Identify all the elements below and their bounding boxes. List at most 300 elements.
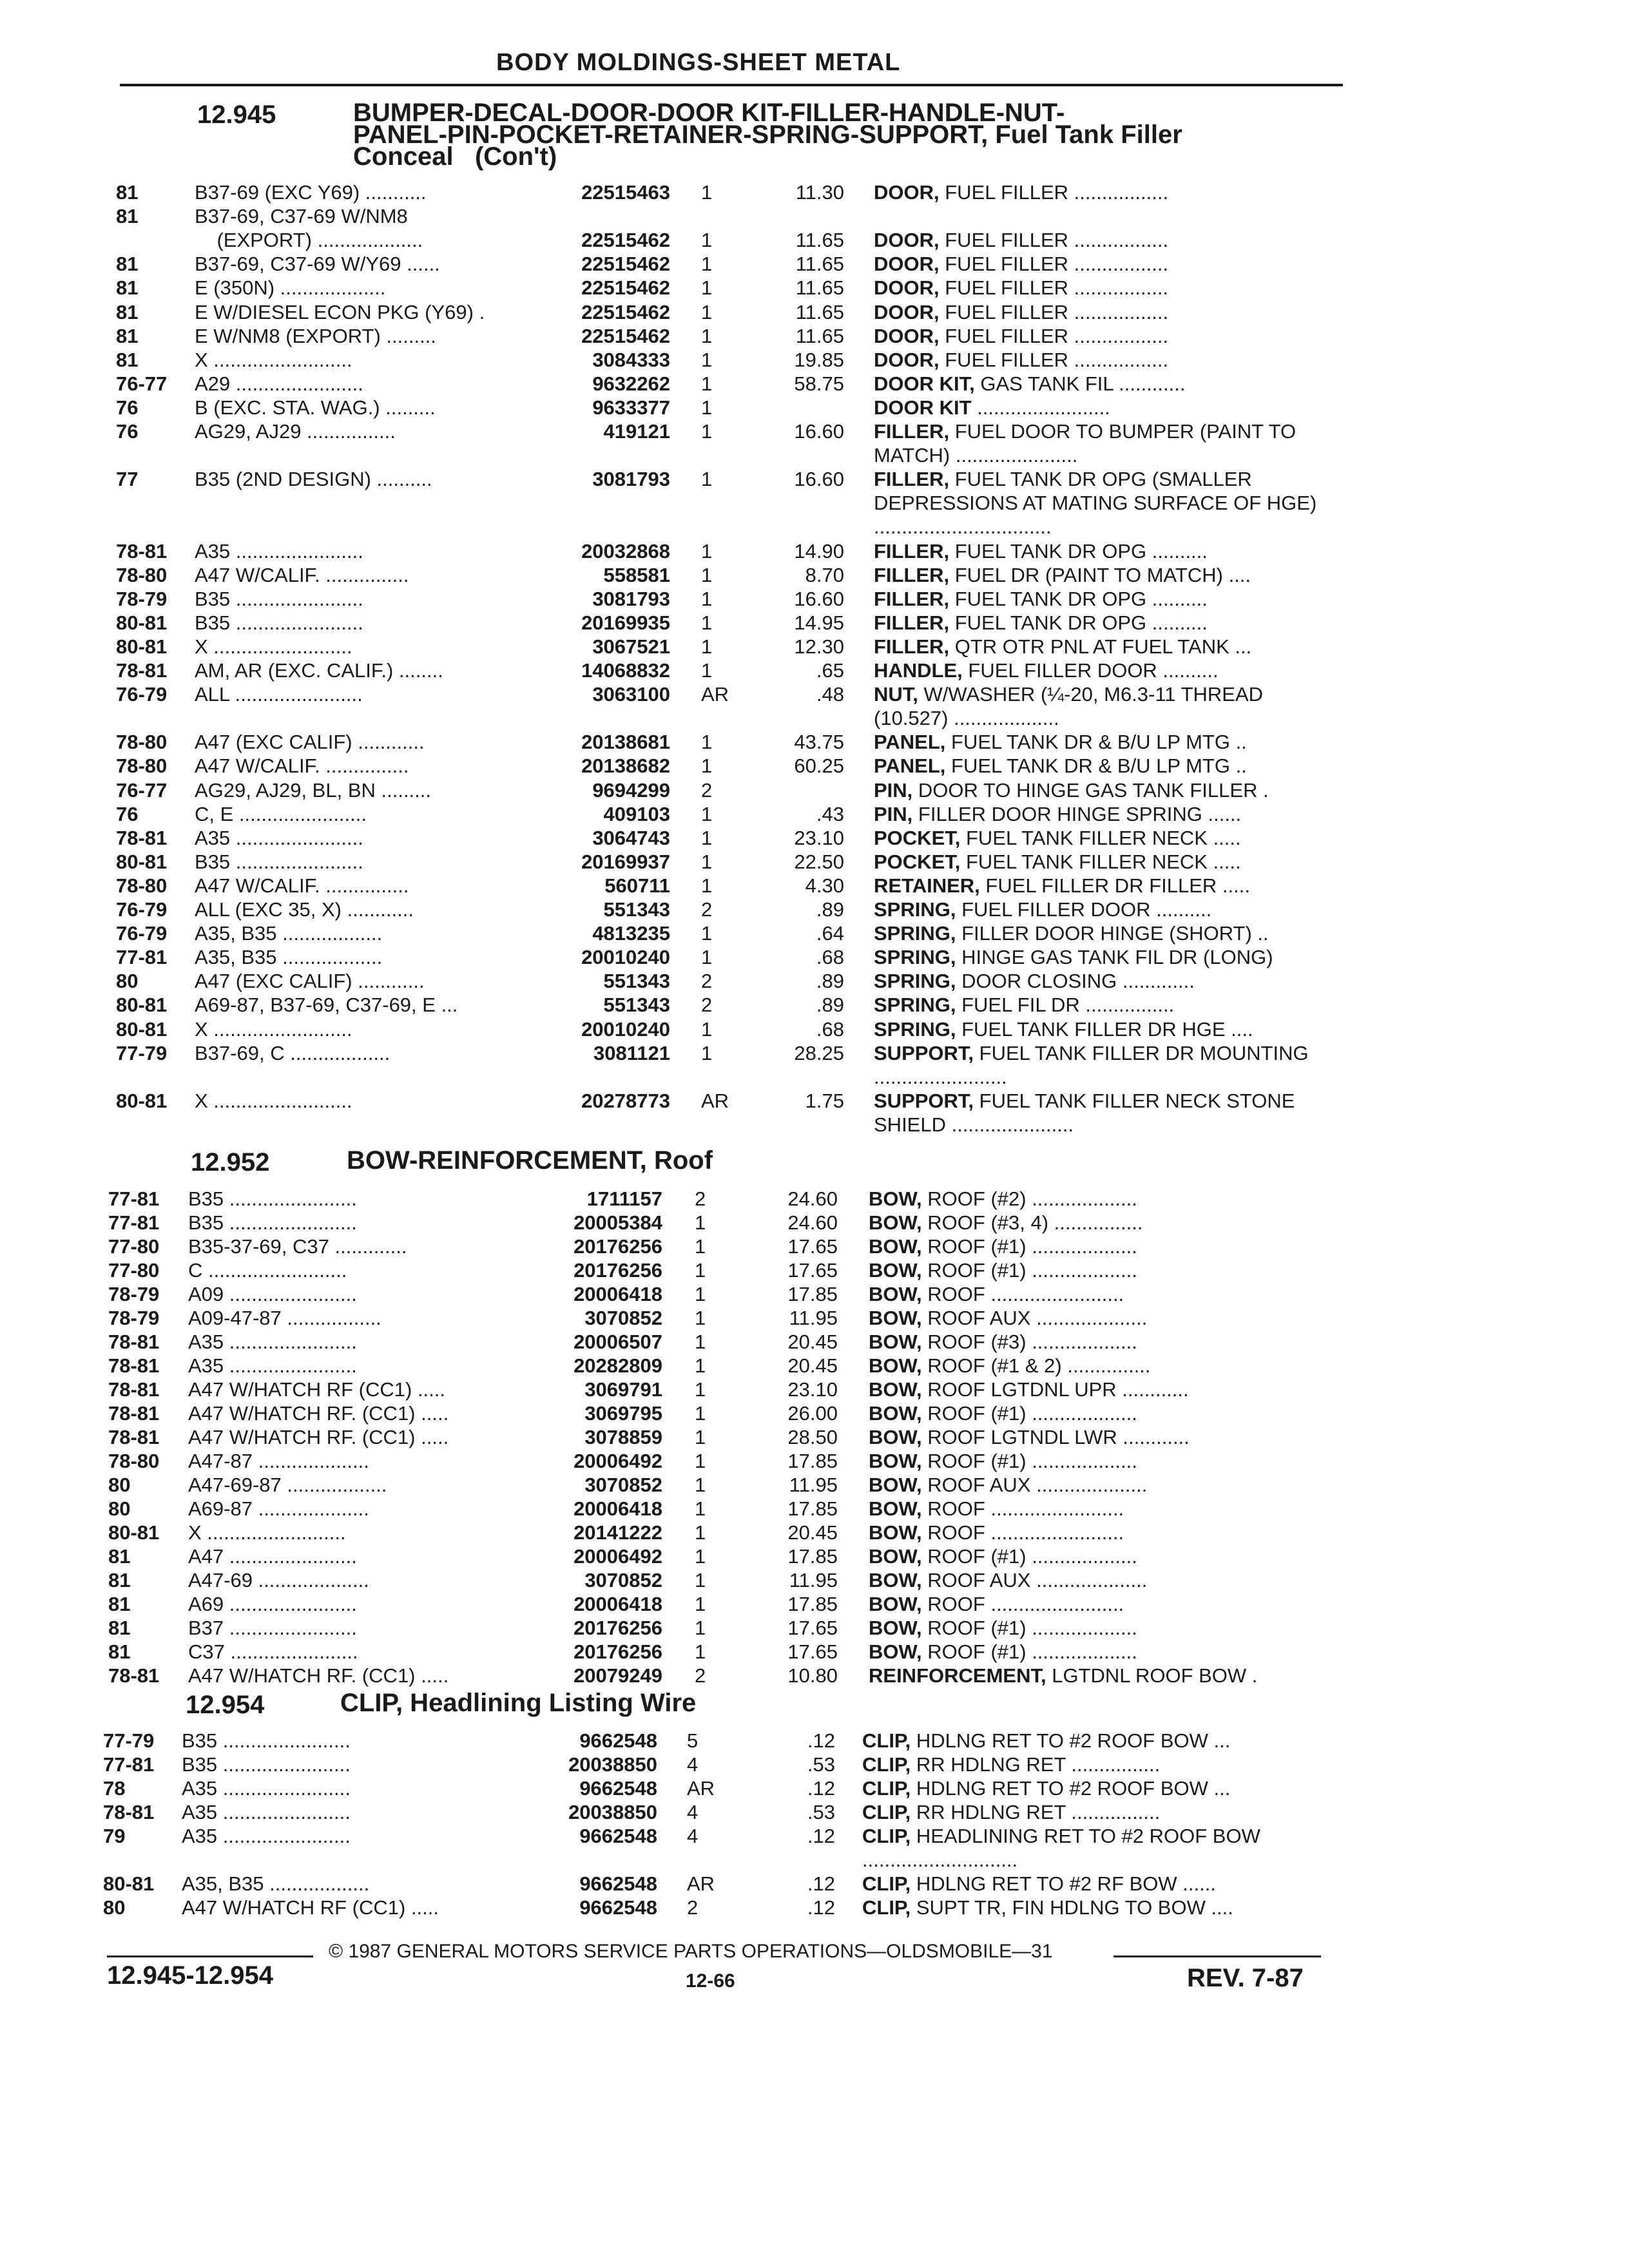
description-noun: SPRING, xyxy=(874,1017,956,1041)
application: A35 ....................... xyxy=(182,1801,351,1823)
part-number: 20278773 xyxy=(581,1089,670,1112)
description-noun: BOW, xyxy=(869,1378,922,1401)
part-number: 3070852 xyxy=(584,1569,662,1591)
description-detail: FUEL FIL DR ................ xyxy=(961,994,1175,1017)
description-detail: ROOF AUX .................... xyxy=(927,1307,1148,1329)
description xyxy=(874,898,1338,921)
description-noun: POCKET, xyxy=(874,850,961,873)
price: 19.85 xyxy=(794,348,844,371)
quantity: 1 xyxy=(701,372,713,395)
price: 43.75 xyxy=(794,731,844,754)
price: 1.75 xyxy=(805,1089,844,1112)
description-noun: SUPPORT, xyxy=(874,1089,974,1112)
description xyxy=(874,850,1338,874)
part-number: 22515462 xyxy=(581,253,670,276)
price: 14.95 xyxy=(794,611,844,634)
description-detail: FILLER DOOR HINGE (SHORT) .. xyxy=(961,922,1269,945)
price: 23.10 xyxy=(787,1378,838,1401)
quantity: 1 xyxy=(701,468,713,491)
price: 11.65 xyxy=(795,229,844,252)
description-detail: FUEL FILLER DOOR .......... xyxy=(961,898,1212,921)
part-number: 3063100 xyxy=(592,683,670,706)
model-years: 81 xyxy=(116,300,139,323)
price: 17.65 xyxy=(787,1259,838,1282)
quantity: 1 xyxy=(695,1426,706,1448)
description-detail: ROOF (#1) ................... xyxy=(927,1640,1137,1663)
part-number: 22515462 xyxy=(581,229,670,252)
application: B35 ....................... xyxy=(195,850,363,873)
model-years: 78-80 xyxy=(116,731,168,754)
section-title-line: CLIP, Headlining Listing Wire xyxy=(340,1689,697,1717)
application: B (EXC. STA. WAG.) ......... xyxy=(195,396,436,419)
model-years: 76-79 xyxy=(116,922,168,945)
description-noun: HANDLE, xyxy=(874,659,963,682)
part-number: 20079249 xyxy=(574,1664,662,1687)
price: 17.65 xyxy=(787,1617,838,1639)
description xyxy=(862,1729,1326,1753)
model-years: 81 xyxy=(116,205,139,228)
description-noun: DOOR, xyxy=(874,181,940,204)
model-years: 78-80 xyxy=(116,563,168,586)
model-years: 80 xyxy=(103,1896,126,1919)
part-number: 20169937 xyxy=(581,850,670,873)
model-years: 78-81 xyxy=(108,1664,160,1687)
application: A47 W/HATCH RF. (CC1) ..... xyxy=(188,1426,449,1448)
description-noun: SPRING, xyxy=(874,922,956,945)
part-number: 9662548 xyxy=(579,1729,657,1752)
quantity: 2 xyxy=(701,994,713,1017)
application: A47 (EXC CALIF) ............ xyxy=(195,970,425,993)
application: A47 W/CALIF. ............... xyxy=(195,874,409,897)
quantity: 1 xyxy=(695,1450,706,1472)
description-detail: FUEL TANK FILLER NECK STONE SHIELD ...................... xyxy=(874,1089,1295,1136)
quantity: 1 xyxy=(701,1017,713,1041)
quantity: 1 xyxy=(695,1378,706,1401)
description xyxy=(869,1258,1333,1282)
model-years: 78-81 xyxy=(103,1801,155,1823)
description xyxy=(874,921,1338,945)
description-noun: FILLER, xyxy=(874,468,950,491)
description-noun: DOOR, xyxy=(874,348,940,371)
price: .12 xyxy=(807,1777,835,1800)
description-detail: FUEL TANK DR & B/U LP MTG .. xyxy=(951,731,1247,754)
price: 16.60 xyxy=(794,468,844,491)
model-years: 77-80 xyxy=(108,1235,160,1258)
description xyxy=(869,1425,1333,1449)
description xyxy=(869,1282,1333,1306)
section-title-line: BUMPER-DECAL-DOOR-DOOR KIT-FILLER-HANDLE-NUT- xyxy=(353,99,1065,127)
description-detail: FUEL FILLER ................. xyxy=(945,253,1169,276)
description-detail: ROOF (#1) ................... xyxy=(927,1259,1137,1282)
description xyxy=(874,611,1338,635)
part-number: 3078859 xyxy=(584,1426,662,1448)
quantity: 1 xyxy=(701,324,713,347)
part-number: 20005384 xyxy=(574,1211,662,1234)
description xyxy=(869,1497,1333,1521)
part-number: 9694299 xyxy=(592,778,670,802)
description xyxy=(874,1041,1338,1089)
description-detail: FUEL TANK DR OPG (SMALLER DEPRESSIONS AT MATING SURFACE OF HGE) ................................ xyxy=(874,468,1317,539)
model-years: 77-81 xyxy=(116,946,168,969)
description-detail: ROOF ........................ xyxy=(927,1593,1124,1615)
application: B35 (2ND DESIGN) .......... xyxy=(195,468,432,491)
quantity: 1 xyxy=(695,1593,706,1615)
part-number: 20032868 xyxy=(581,539,670,562)
description-detail: ROOF (#2) ................... xyxy=(927,1187,1137,1210)
quantity: 1 xyxy=(701,587,713,610)
description-noun: SPRING, xyxy=(874,946,956,969)
price: .48 xyxy=(816,683,844,706)
quantity: 1 xyxy=(701,635,713,658)
model-years: 76-77 xyxy=(116,778,168,802)
description xyxy=(874,467,1338,539)
model-years: 80 xyxy=(108,1474,131,1496)
model-years: 81 xyxy=(108,1617,131,1639)
description xyxy=(869,1401,1333,1425)
quantity: 1 xyxy=(701,300,713,323)
part-number: 20138681 xyxy=(581,731,670,754)
price: 24.60 xyxy=(787,1211,838,1234)
description-detail: ROOF (#1) ................... xyxy=(927,1235,1137,1258)
quantity: 1 xyxy=(701,181,713,204)
price: .43 xyxy=(816,802,844,825)
part-number: 14068832 xyxy=(581,659,670,682)
description-detail: FUEL TANK FILLER DR MOUNTING ........................ xyxy=(874,1041,1309,1088)
price: .12 xyxy=(807,1729,835,1752)
application: A47 W/CALIF. ............... xyxy=(195,754,409,778)
description-noun: CLIP, xyxy=(862,1872,911,1895)
description-noun: BOW, xyxy=(869,1450,922,1472)
description-detail: FUEL FILLER ................. xyxy=(945,229,1169,252)
model-years: 76 xyxy=(116,420,139,443)
application: A35 ....................... xyxy=(182,1777,351,1800)
price: 17.85 xyxy=(787,1497,838,1520)
quantity: 1 xyxy=(701,659,713,682)
part-number: 9632262 xyxy=(592,372,670,395)
quantity: 2 xyxy=(687,1896,699,1919)
quantity: 1 xyxy=(701,922,713,945)
part-number: 22515462 xyxy=(581,276,670,300)
description-noun: BOW, xyxy=(869,1474,922,1496)
description xyxy=(874,1017,1338,1041)
part-number: 3069795 xyxy=(584,1402,662,1425)
price: 20.45 xyxy=(787,1354,838,1377)
description-noun: DOOR, xyxy=(874,300,940,323)
quantity: 1 xyxy=(695,1307,706,1329)
description-detail: ROOF (#1) ................... xyxy=(927,1402,1137,1425)
price: 12.30 xyxy=(794,635,844,658)
application: ALL (EXC 35, X) ............ xyxy=(195,898,414,921)
section-title-line: Conceal (Con't) xyxy=(353,142,557,171)
description xyxy=(869,1187,1333,1211)
quantity: 1 xyxy=(695,1640,706,1663)
description-noun: DOOR, xyxy=(874,324,940,347)
part-number: 3064743 xyxy=(592,826,670,849)
part-number: 3084333 xyxy=(592,348,670,371)
application: A35 ....................... xyxy=(182,1825,351,1847)
model-years: 78-81 xyxy=(116,659,168,682)
description-noun: BOW, xyxy=(869,1283,922,1305)
price: 16.60 xyxy=(794,420,844,443)
application: B37-69, C .................. xyxy=(195,1041,390,1064)
part-number: 20006418 xyxy=(574,1593,662,1615)
price: 11.65 xyxy=(795,324,844,347)
description xyxy=(862,1776,1326,1800)
description xyxy=(874,539,1338,563)
application: A47-69 .................... xyxy=(188,1569,369,1591)
description xyxy=(869,1521,1333,1544)
model-years: 81 xyxy=(116,276,139,300)
application: A47 W/CALIF. ............... xyxy=(195,563,409,586)
description xyxy=(869,1235,1333,1258)
application: B35 ....................... xyxy=(188,1211,357,1234)
description-noun: BOW, xyxy=(869,1402,922,1425)
description xyxy=(874,1089,1338,1137)
description xyxy=(869,1664,1333,1687)
quantity: 1 xyxy=(701,396,713,419)
price: 11.95 xyxy=(789,1307,838,1329)
part-number: 409103 xyxy=(603,802,670,825)
model-years: 77-81 xyxy=(103,1753,155,1776)
footer-copyright: © 1987 GENERAL MOTORS SERVICE PARTS OPERATIONS—OLDSMOBILE—31 xyxy=(329,1941,1053,1962)
quantity: 1 xyxy=(701,611,713,634)
part-number: 20038850 xyxy=(568,1753,657,1776)
section-number: 12.945 xyxy=(197,101,276,129)
description xyxy=(869,1544,1333,1568)
description-detail: FUEL FILLER DR FILLER ..... xyxy=(985,874,1250,897)
description xyxy=(869,1640,1333,1664)
model-years: 81 xyxy=(108,1640,131,1663)
part-number: 551343 xyxy=(603,970,670,993)
application: B35 ....................... xyxy=(195,587,363,610)
quantity: 1 xyxy=(695,1331,706,1353)
description-noun: BOW, xyxy=(869,1259,922,1282)
model-years: 78-79 xyxy=(116,587,168,610)
description xyxy=(869,1449,1333,1473)
part-number: 20176256 xyxy=(574,1235,662,1258)
description-detail: FUEL FILLER ................. xyxy=(945,348,1169,371)
price: 4.30 xyxy=(805,874,844,897)
part-number: 419121 xyxy=(603,420,670,443)
description-detail: W/WASHER (¼-20, M6.3-11 THREAD (10.527) ................... xyxy=(874,683,1264,730)
quantity: 1 xyxy=(701,253,713,276)
quantity: 1 xyxy=(701,420,713,443)
description xyxy=(874,682,1338,730)
description xyxy=(874,754,1338,778)
model-years: 78 xyxy=(103,1777,126,1800)
quantity: 1 xyxy=(695,1545,706,1568)
model-years: 80-81 xyxy=(116,611,168,634)
description-noun: BOW, xyxy=(869,1569,922,1591)
description-detail: LGTDNL ROOF BOW . xyxy=(1052,1664,1258,1687)
price: .64 xyxy=(816,922,844,945)
part-number: 9633377 xyxy=(592,396,670,419)
price: .68 xyxy=(816,946,844,969)
description-detail: ROOF ........................ xyxy=(927,1521,1124,1544)
price: 11.65 xyxy=(795,253,844,276)
description-detail: ROOF AUX .................... xyxy=(927,1569,1148,1591)
price: 22.50 xyxy=(794,850,844,873)
description-noun: BOW, xyxy=(869,1235,922,1258)
description-detail: ROOF (#1) ................... xyxy=(927,1545,1137,1568)
description xyxy=(874,228,1338,252)
application: B37-69 (EXC Y69) ........... xyxy=(195,181,427,204)
description-noun: CLIP, xyxy=(862,1777,911,1800)
part-number: 20010240 xyxy=(581,946,670,969)
part-number: 551343 xyxy=(603,994,670,1017)
description xyxy=(869,1354,1333,1378)
model-years: 77-80 xyxy=(108,1259,160,1282)
price: .12 xyxy=(807,1872,835,1895)
part-number: 20282809 xyxy=(574,1354,662,1377)
price: 28.25 xyxy=(794,1041,844,1064)
description-noun: CLIP, xyxy=(862,1825,911,1847)
quantity: 1 xyxy=(701,946,713,969)
price: .68 xyxy=(816,1017,844,1041)
part-number: 20006492 xyxy=(574,1450,662,1472)
description-noun: BOW, xyxy=(869,1331,922,1353)
application: A35 ....................... xyxy=(195,826,363,849)
application: A35 ....................... xyxy=(188,1354,357,1377)
description-detail: FUEL TANK FILLER DR HGE .... xyxy=(961,1017,1253,1041)
description xyxy=(874,945,1338,969)
part-number: 9662548 xyxy=(579,1872,657,1895)
description xyxy=(862,1872,1326,1896)
description xyxy=(874,993,1338,1017)
price: 17.85 xyxy=(787,1593,838,1615)
application: ALL ....................... xyxy=(195,683,363,706)
description xyxy=(874,826,1338,850)
model-years: 78-80 xyxy=(116,754,168,778)
description-detail: ROOF (#3) ................... xyxy=(927,1331,1137,1353)
description-noun: REINFORCEMENT, xyxy=(869,1664,1046,1687)
model-years: 81 xyxy=(116,181,139,204)
model-years: 78-81 xyxy=(116,539,168,562)
price: .89 xyxy=(816,970,844,993)
application: X ......................... xyxy=(195,1017,352,1041)
quantity: 4 xyxy=(687,1753,699,1776)
description xyxy=(874,372,1338,396)
model-years: 78-80 xyxy=(116,874,168,897)
description-noun: BOW, xyxy=(869,1617,922,1639)
quantity: 1 xyxy=(701,539,713,562)
application: A35, B35 .................. xyxy=(195,922,383,945)
quantity: 5 xyxy=(687,1729,699,1752)
price: 23.10 xyxy=(794,826,844,849)
part-number: 20006492 xyxy=(574,1545,662,1568)
description-detail: HDLNG RET TO #2 ROOF BOW ... xyxy=(916,1729,1231,1752)
part-number: 9662548 xyxy=(579,1896,657,1919)
quantity: 1 xyxy=(695,1354,706,1377)
description-detail: ROOF (#3, 4) ................ xyxy=(927,1211,1143,1234)
price: .89 xyxy=(816,898,844,921)
application: C, E ....................... xyxy=(195,802,367,825)
description-noun: FILLER, xyxy=(874,420,950,443)
quantity: 1 xyxy=(701,229,713,252)
description xyxy=(874,419,1338,467)
application: A47-69-87 .................. xyxy=(188,1474,387,1496)
model-years: 80 xyxy=(108,1497,131,1520)
footer-rule-left xyxy=(107,1956,313,1957)
part-number: 20176256 xyxy=(574,1259,662,1282)
description-detail: RR HDLNG RET ................ xyxy=(916,1801,1161,1823)
description xyxy=(862,1824,1326,1872)
quantity: 2 xyxy=(695,1664,706,1687)
description-detail: ROOF ........................ xyxy=(927,1497,1124,1520)
model-years: 78-79 xyxy=(108,1283,160,1305)
application: E W/DIESEL ECON PKG (Y69) . xyxy=(195,300,485,323)
section-title-line: PANEL-PIN-POCKET-RETAINER-SPRING-SUPPORT, Fuel Tank Filler xyxy=(353,120,1182,149)
part-number: 22515463 xyxy=(581,181,670,204)
description-detail: SUPT TR, FIN HDLNG TO BOW .... xyxy=(916,1896,1233,1919)
application: B35 ....................... xyxy=(182,1729,351,1752)
application: A35 ....................... xyxy=(195,539,363,562)
part-number: 3081793 xyxy=(592,468,670,491)
footer-page-number: 12-66 xyxy=(686,1970,735,1992)
price: 20.45 xyxy=(787,1521,838,1544)
part-number: 558581 xyxy=(603,563,670,586)
description-noun: PANEL, xyxy=(874,731,946,754)
price: 11.30 xyxy=(795,181,844,204)
model-years: 76-79 xyxy=(116,898,168,921)
description-detail: FUEL FILLER ................. xyxy=(945,324,1169,347)
description xyxy=(874,658,1338,682)
description-noun: BOW, xyxy=(869,1521,922,1544)
part-number: 3081121 xyxy=(593,1041,670,1064)
header-rule xyxy=(120,84,1343,86)
description-detail: FUEL DR (PAINT TO MATCH) .... xyxy=(954,563,1251,586)
application: A47-87 .................... xyxy=(188,1450,369,1472)
application: A69 ....................... xyxy=(188,1593,357,1615)
model-years: 77-81 xyxy=(108,1187,160,1210)
description-detail: RR HDLNG RET ................ xyxy=(916,1753,1161,1776)
part-number: 20038850 xyxy=(568,1801,657,1823)
description-detail: FUEL FILLER ................. xyxy=(945,276,1169,300)
description-noun: SPRING, xyxy=(874,970,956,993)
part-number: 20006507 xyxy=(574,1331,662,1353)
description xyxy=(874,348,1338,372)
price: 17.85 xyxy=(787,1545,838,1568)
application: C37 ....................... xyxy=(188,1640,358,1663)
model-years: 80-81 xyxy=(116,635,168,658)
price: 11.65 xyxy=(795,300,844,323)
application: E W/NM8 (EXPORT) ......... xyxy=(195,324,436,347)
description-noun: RETAINER, xyxy=(874,874,980,897)
model-years: 81 xyxy=(116,348,139,371)
model-years: 78-79 xyxy=(108,1307,160,1329)
price: 58.75 xyxy=(794,372,844,395)
description-noun: PIN, xyxy=(874,778,913,802)
description xyxy=(874,396,1338,419)
description-detail: ROOF AUX .................... xyxy=(927,1474,1148,1496)
price: .65 xyxy=(816,659,844,682)
description xyxy=(869,1616,1333,1640)
description-detail: DOOR TO HINGE GAS TANK FILLER . xyxy=(918,778,1269,802)
quantity: 1 xyxy=(701,754,713,778)
application: A47 W/HATCH RF. (CC1) ..... xyxy=(188,1402,449,1425)
quantity: AR xyxy=(687,1777,715,1800)
description-detail: FUEL TANK DR & B/U LP MTG .. xyxy=(951,754,1247,778)
price: .53 xyxy=(807,1753,835,1776)
part-number: 551343 xyxy=(603,898,670,921)
description-detail: HINGE GAS TANK FIL DR (LONG) xyxy=(961,946,1273,969)
model-years: 78-80 xyxy=(108,1450,160,1472)
description-noun: CLIP, xyxy=(862,1896,911,1919)
footer-rule-right xyxy=(1113,1956,1321,1957)
quantity: 1 xyxy=(695,1211,706,1234)
quantity: 1 xyxy=(695,1521,706,1544)
quantity: 4 xyxy=(687,1825,699,1847)
